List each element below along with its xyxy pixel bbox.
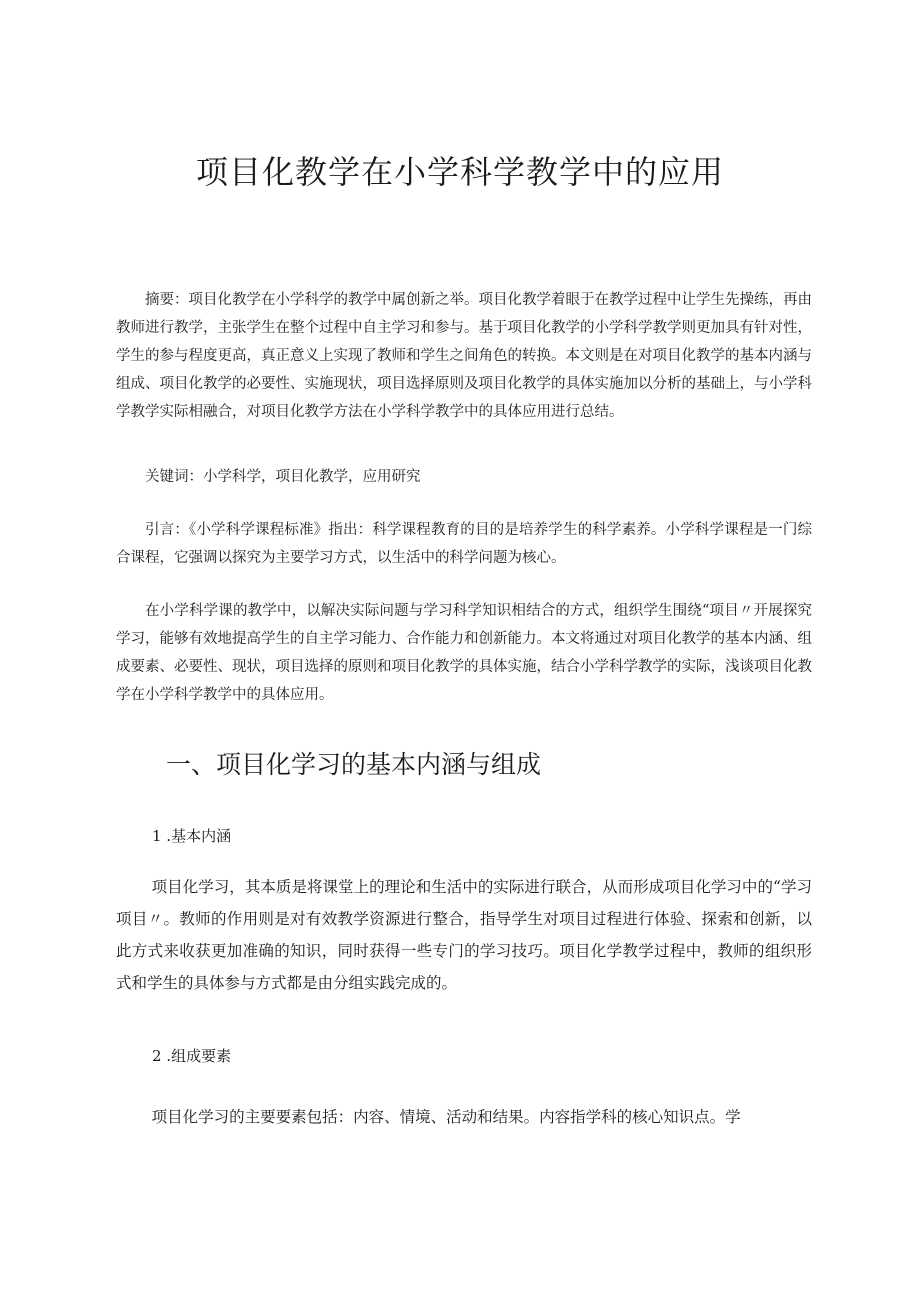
keywords-paragraph: 关键词：小学科学，项目化教学，应用研究 — [145, 469, 421, 485]
body-paragraph: 在小学科学课的教学中，以解决实际问题与学习科学知识相结合的方式，组织学生围绕“项目〃开展探究学习，能够有效地提高学生的自主学习能力、合作能力和创新能力。本文将通过对项目化教学的基本内涵、组成要素、必要性、现状，项目选择的原则和项目化教学的具体实施，结合小学科学教学的实际，浅谈项目化教学在小学科学教学中的具体应用。 — [116, 603, 812, 703]
introduction-paragraph: 引言：《小学科学课程标准》指出：科学课程教育的目的是培养学生的科学素养。小学科学课程是一门综合课程，它强调以探究为主要学习方式，以生活中的科学问题为核心。 — [116, 522, 812, 566]
subsection-heading-components: 2 .组成要素 — [152, 1047, 232, 1065]
section-heading: 一、项目化学习的基本内涵与组成 — [166, 750, 542, 779]
document-title: 项目化教学在小学科学教学中的应用 — [195, 153, 724, 191]
subsection-heading-basic-meaning: 1 .基本内涵 — [152, 827, 232, 845]
subsection-body-basic-meaning: 项目化学习，其本质是将课堂上的理论和生活中的实际进行联合，从而形成项目化学习中的“学习项目〃。教师的作用则是对有效教学资源进行整合，指导学生对项目过程进行体验、探索和创新，以此方式来收获更加准确的知识，同时获得一些专门的学习技巧。项目化学教学过程中，教师的组织形式和学生的具体参与方式都是由分组实践完成的。 — [116, 878, 812, 992]
subsection-body-components: 项目化学习的主要要素包括：内容、情境、活动和结果。内容指学科的核心知识点。学 — [151, 1108, 741, 1126]
abstract-paragraph: 摘要：项目化教学在小学科学的教学中属创新之举。项目化教学着眼于在教学过程中让学生先操练，再由教师进行教学，主张学生在整个过程中自主学习和参与。基于项目化教学的小学科学教学则更加具有针对性，学生的参与程度更高，真正意义上实现了教师和学生之间角色的转换。本文则是在对项目化教学的基本内涵与组成、项目化教学的必要性、实施现状，项目选择原则及项目化教学的具体实施加以分析的基础上，与小学科学教学实际相融合，对项目化教学方法在小学科学教学中的具体应用进行总结。 — [116, 292, 812, 420]
